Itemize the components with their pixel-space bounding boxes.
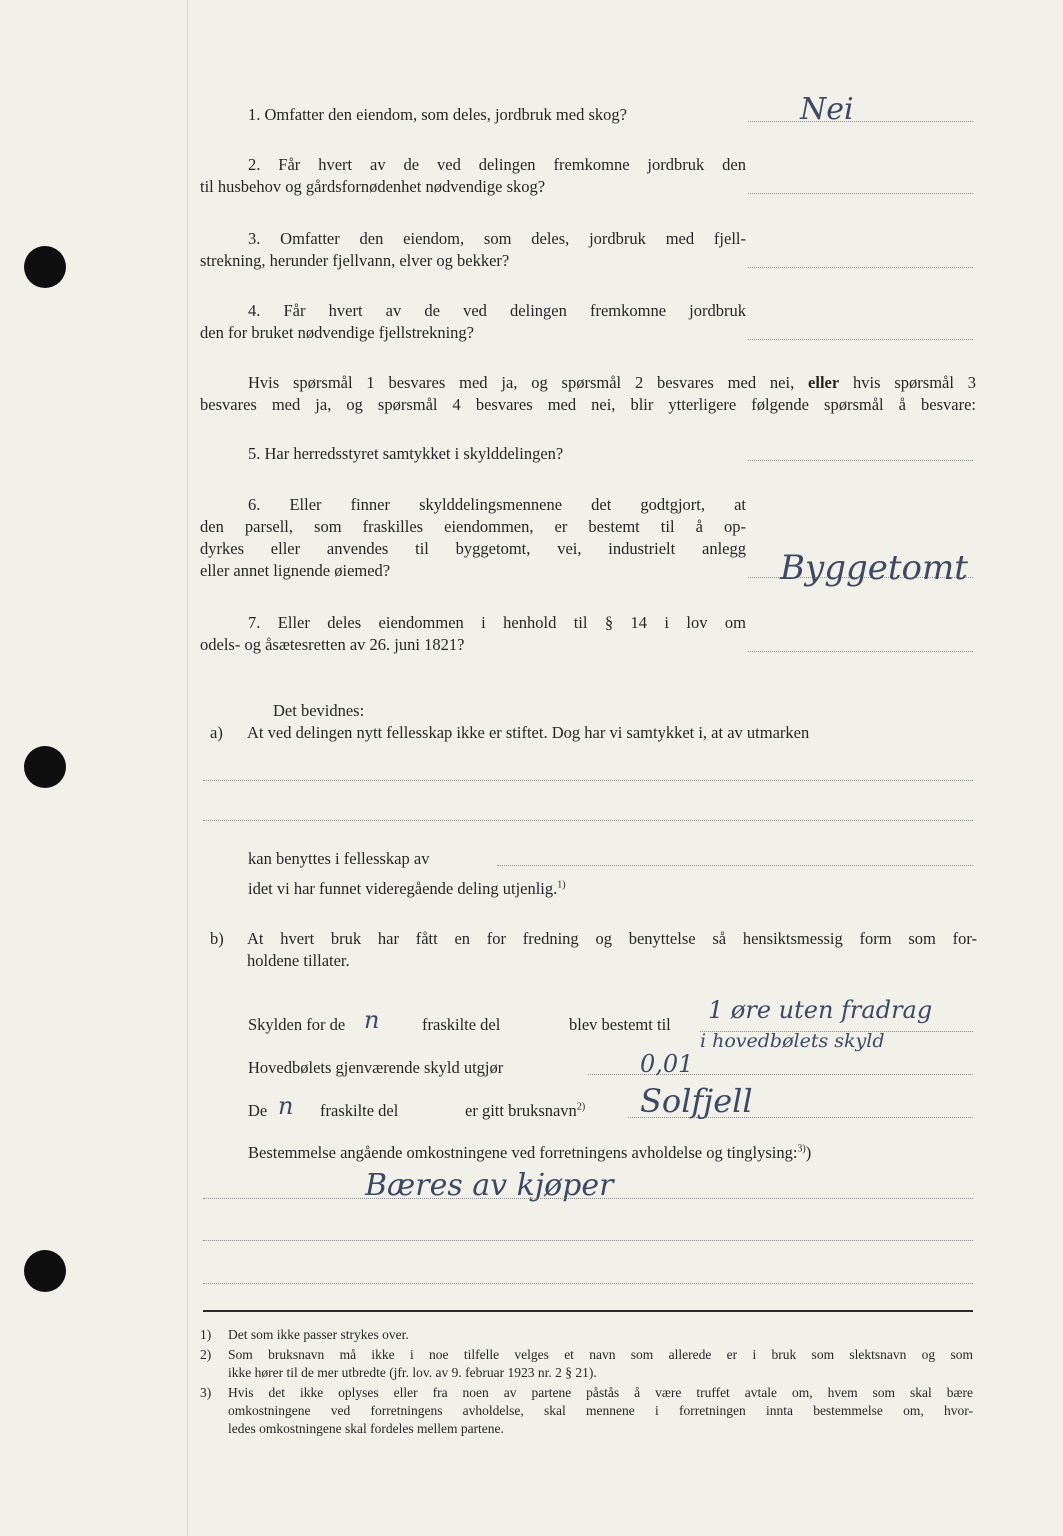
hovedbol-label: Hovedbølets gjenværende skyld utgjør (248, 1058, 504, 1077)
item-b-line-2: holdene tillater. (247, 951, 350, 970)
question-6-line-2: den parsell, som fraskilles eiendommen, er bestemt til å op- (200, 517, 746, 536)
omkost-label: Bestemmelse angående omkostningene ved forretningens avholdelse og tinglysing:$^{3)}$) (248, 1143, 812, 1162)
answer-line-7 (748, 651, 973, 652)
question-7-line-2: odels- og åsætesretten av 26. juni 1821? (200, 635, 465, 654)
question-7-line-1: 7. Eller deles eiendommen i henhold til § 14 i lov om (248, 613, 746, 632)
shared-use-label: kan benyttes i fellesskap av (248, 849, 430, 868)
shared-use-line (497, 865, 973, 866)
footnote-1: Det som ikke passer strykes over. (228, 1327, 409, 1342)
footnote-2-mark: 2) (200, 1347, 212, 1362)
omkost-line-1 (203, 1198, 973, 1199)
item-b-line-1: At hvert bruk har fått en for fredning og benyttelse så hensiktsmessig form som for- (247, 929, 977, 948)
omkost-line-3 (203, 1283, 973, 1284)
question-2-line-2: til husbehov og gårdsfornødenhet nødvendige skog? (200, 177, 546, 196)
answer-line-3 (748, 267, 973, 268)
punch-hole-middle (24, 746, 66, 788)
item-a-text: At ved delingen nytt fellesskap ikke er stiftet. Dog har vi samtykket i, at av utmarken (247, 723, 810, 742)
answer-line-5 (748, 460, 973, 461)
answer-1: Nei (800, 92, 854, 127)
certification-intro: Det bevidnes: (273, 701, 365, 720)
skyld-label-1: Skylden for de (248, 1015, 346, 1034)
skyld-label-2: fraskilte del (422, 1015, 501, 1034)
question-2-line-1: 2. Får hvert av de ved delingen fremkomne jordbruk den (248, 155, 746, 174)
navn-label-3: er gitt bruksnavn$^{2)}$ (465, 1101, 586, 1120)
question-3-line-2: strekning, herunder fjellvann, elver og bekker? (200, 251, 510, 270)
omkost-value: Bæres av kjøper (365, 1168, 614, 1203)
skyld-value-line-2: i hovedbølets skyld (700, 1030, 885, 1052)
punch-hole-top (24, 246, 66, 288)
question-1: 1. Omfatter den eiendom, som deles, jordbruk med skog? (248, 105, 627, 124)
skyld-hand-n: n (364, 1006, 380, 1034)
question-4-line-1: 4. Får hvert av de ved delingen fremkomne jordbruk (248, 301, 746, 320)
question-6-line-3: dyrkes eller anvendes til byggetomt, vei, industrielt anlegg (200, 539, 746, 558)
item-b-marker: b) (210, 929, 224, 948)
reason-text: idet vi har funnet videregående deling utjenlig.$^{1)}$ (248, 879, 566, 898)
footnote-2-line-2: ikke hører til de mer utbredte (jfr. lov. av 9. februar 1923 nr. 2 § 21). (228, 1365, 597, 1380)
question-6-line-4: eller annet lignende øiemed? (200, 561, 391, 580)
footnote-1-mark: 1) (200, 1327, 212, 1342)
skyld-value-line-1: 1 øre uten fradrag (708, 996, 933, 1024)
footnote-3-line-1: Hvis det ikke oplyses eller fra noen av partene påstås å være truffet avtale om, hvem som skal bære (228, 1385, 973, 1400)
blank-line-a2 (203, 820, 973, 821)
footnote-3-line-2: omkostningene ved forretningens avholdelse, skal mennene i forretningen innta bestemmelse om, hvor- (228, 1403, 973, 1418)
navn-value: Solfjell (640, 1082, 753, 1120)
answer-line-1 (748, 121, 973, 122)
conditional-line-2: besvares med ja, og spørsmål 4 besvares med nei, blir ytterligere følgende spørsmål å besvare: (200, 395, 976, 414)
question-5: 5. Har herredsstyret samtykket i skylddelingen? (248, 444, 564, 463)
answer-line-4 (748, 339, 973, 340)
hovedbol-value: 0,01 (640, 1050, 694, 1078)
footnote-3-mark: 3) (200, 1385, 212, 1400)
question-3-line-1: 3. Omfatter den eiendom, som deles, jordbruk med fjell- (248, 229, 746, 248)
footnote-3-line-3: ledes omkostningene skal fordeles mellem partene. (228, 1421, 504, 1436)
navn-label-1: De (248, 1101, 268, 1120)
navn-hand-n: n (278, 1092, 294, 1120)
omkost-line-2 (203, 1240, 973, 1241)
blank-line-a1 (203, 780, 973, 781)
item-a-marker: a) (210, 723, 223, 742)
answer-6: Byggetomt (780, 548, 968, 588)
footnote-2-line-1: Som bruksnavn må ikke i noe tilfelle velges et navn som allerede er i bruk som slektsnavn og som (228, 1347, 973, 1362)
footnote-rule (203, 1310, 973, 1312)
question-6-line-1: 6. Eller finner skylddelingsmennene det godtgjort, at (248, 495, 746, 514)
question-4-line-2: den for bruket nødvendige fjellstrekning? (200, 323, 474, 342)
answer-line-2 (748, 193, 973, 194)
skyld-label-3: blev bestemt til (569, 1015, 671, 1034)
navn-label-2: fraskilte del (320, 1101, 399, 1120)
conditional-line-1: Hvis spørsmål 1 besvares med ja, og spørsmål 2 besvares med nei, eller hvis spørsmål 3 (248, 373, 977, 392)
page-fold (187, 0, 188, 1536)
punch-hole-bottom (24, 1250, 66, 1292)
